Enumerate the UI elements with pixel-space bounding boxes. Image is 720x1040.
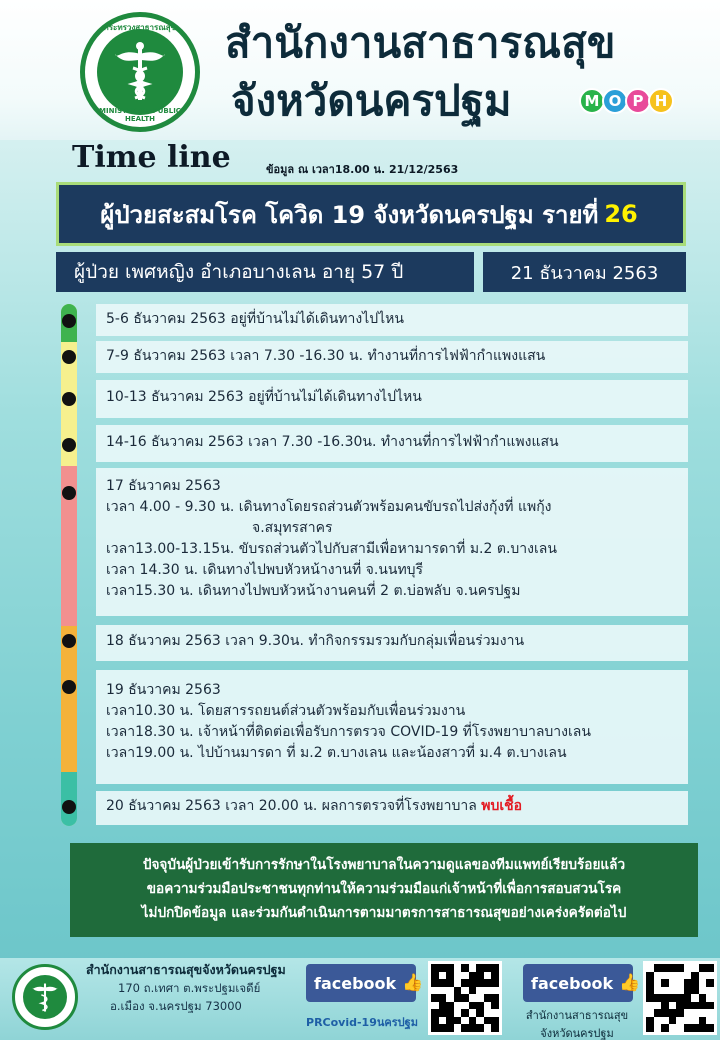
timeline-dot: [62, 350, 76, 364]
facebook-label: facebook: [531, 973, 614, 993]
seal-text-top: กระทรวงสาธารณสุข: [103, 23, 177, 32]
event-text: 17 ธันวาคม 2563: [106, 478, 221, 494]
caduceus-icon-svg: [113, 40, 167, 104]
org-title-line2: จังหวัดนครปฐม: [231, 76, 512, 125]
moph-letter: H: [648, 88, 674, 114]
event-text: เวลา15.30 น. เดินทางไปพบหัวหน้างานคนที่ 2 ต.บ่อพลับ จ.นครปฐม: [106, 583, 521, 599]
timeline-title: Time line: [72, 140, 231, 175]
footer: [0, 958, 720, 1040]
facebook-page-caption[interactable]: [510, 1006, 644, 1040]
caduceus-icon: [97, 29, 183, 115]
timeline-dot: [62, 800, 76, 814]
result-positive: พบเชื้อ: [481, 798, 523, 814]
footer-address-line2: อ.เมือง จ.นครปฐม 73000: [110, 999, 242, 1013]
timeline-event: [96, 670, 688, 784]
timeline-dot: [62, 680, 76, 694]
event-text: 7-9 ธันวาคม 2563 เวลา 7.30 -16.30 น. ทำงานที่การไฟฟ้ากำแพงแสน: [106, 348, 546, 364]
thumbs-up-icon: 👍: [402, 973, 424, 993]
caduceus-icon: [23, 975, 67, 1019]
ministry-seal-logo: [80, 12, 200, 132]
footer-address-line1: 170 ถ.เทศา ต.พระปฐมเจดีย์: [118, 981, 261, 995]
timeline-event: [96, 341, 688, 373]
timeline-dot: [62, 634, 76, 648]
event-text: 5-6 ธันวาคม 2563 อยู่ที่บ้านไม่ได้เดินทางไปไหน: [106, 311, 404, 327]
event-text: จ.สมุทรสาคร: [252, 520, 333, 536]
org-title: [225, 14, 615, 130]
qr-code[interactable]: [428, 961, 502, 1035]
fb-caption-line: จังหวัดนครปฐม: [540, 1027, 614, 1040]
timeline-dot: [62, 438, 76, 452]
caduceus-icon-svg: [31, 980, 59, 1014]
event-text: เวลา18.30 น. เจ้าหน้าที่ติดต่อเพื่อรับการตรวจ COVID-19 ที่โรงพยาบาลบางเลน: [106, 724, 591, 740]
notice-line: ขอความร่วมมือประชาชนทุกท่านให้ความร่วมมือแก่เจ้าหน้าที่เพื่อการสอบสวนโรค: [146, 881, 622, 897]
case-number: 26: [604, 200, 638, 228]
banner-text: ผู้ป่วยสะสมโรค โควิด 19 จังหวัดนครปฐม รายที่: [100, 200, 599, 229]
facebook-badge[interactable]: [523, 964, 641, 1002]
event-text: 18 ธันวาคม 2563 เวลา 9.30น. ทำกิจกรรมรวมกับกลุ่มเพื่อนร่วมงาน: [106, 633, 525, 649]
event-text: [106, 796, 678, 817]
report-date: 21 ธันวาคม 2563: [483, 252, 686, 292]
event-text: 10-13 ธันวาคม 2563 อยู่ที่บ้านไม่ได้เดินทางไปไหน: [106, 389, 422, 405]
patient-info: ผู้ป่วย เพศหญิง อำเภอบางเลน อายุ 57 ปี: [56, 252, 474, 292]
notice-line: ปัจจุบันผู้ป่วยเข้ารับการรักษาในโรงพยาบาลในความดูแลของทีมแพทย์เรียบร้อยแล้ว: [142, 857, 626, 873]
timeline-event: [96, 425, 688, 462]
facebook-page-caption[interactable]: PRCovid-19นครปฐม: [306, 1016, 418, 1029]
timeline-dot: [62, 486, 76, 500]
notice-box: [70, 843, 698, 937]
timeline-event: [96, 625, 688, 661]
timeline-event: [96, 304, 688, 336]
event-text: เวลา19.00 น. ไปบ้านมารดา ที่ ม.2 ต.บางเลน และน้องสาวที่ ม.4 ต.บางเลน: [106, 745, 567, 761]
event-text: 14-16 ธันวาคม 2563 เวลา 7.30 -16.30น. ทำงานที่การไฟฟ้ากำแพงแสน: [106, 434, 559, 450]
data-as-of-timestamp: ข้อมูล ณ เวลา18.00 น. 21/12/2563: [266, 163, 459, 176]
thumbs-up-icon: 👍: [619, 973, 641, 993]
timeline-dot: [62, 314, 76, 328]
notice-line: ไม่ปกปิดข้อมูล และร่วมกันดำเนินการตามมาตรการสาธารณสุขอย่างเคร่งครัดต่อไป: [141, 905, 627, 921]
footer-seal-logo: [12, 964, 78, 1030]
timeline-dot: [62, 392, 76, 406]
timeline-event: [96, 791, 688, 825]
timeline-event: [96, 380, 688, 418]
seal-text-bottom: MINISTRY OF PUBLIC HEALTH: [99, 107, 181, 123]
timeline-segment: [61, 772, 77, 826]
case-banner: [56, 182, 686, 246]
facebook-label: facebook: [314, 973, 397, 993]
event-text: เวลา10.30 น. โดยสารรถยนต์ส่วนตัวพร้อมกับเพื่อนร่วมงาน: [106, 703, 466, 719]
header: [0, 0, 720, 140]
event-text: เวลา13.00-13.15น. ขับรถส่วนตัวไปกับสามีเพื่อหามารดาที่ ม.2 ต.บางเลน: [106, 541, 557, 557]
moph-letter: O: [602, 88, 628, 114]
timeline-event: [96, 468, 688, 616]
footer-org-name: สำนักงานสาธารณสุขจังหวัดนครปฐม: [86, 962, 286, 977]
moph-letter: P: [625, 88, 651, 114]
moph-logo: [582, 88, 674, 114]
facebook-badge[interactable]: [306, 964, 424, 1002]
org-title-line1: สำนักงานสาธารณสุข: [225, 18, 616, 67]
qr-code[interactable]: [643, 961, 717, 1035]
event-text: เวลา 14.30 น. เดินทางไปพบหัวหน้างานที่ จ.นนทบุรี: [106, 562, 424, 578]
event-text-main: 20 ธันวาคม 2563 เวลา 20.00 น. ผลการตรวจที่โรงพยาบาล: [106, 798, 482, 814]
moph-letter: M: [579, 88, 605, 114]
timeline-bar: [61, 304, 77, 826]
event-text: 19 ธันวาคม 2563: [106, 682, 221, 698]
event-text: เวลา 4.00 - 9.30 น. เดินทางโดยรถส่วนตัวพร้อมคนขับรถไปส่งกุ้งที่ แพกุ้ง: [106, 499, 552, 515]
fb-caption-line: สำนักงานสาธารณสุข: [525, 1009, 629, 1022]
